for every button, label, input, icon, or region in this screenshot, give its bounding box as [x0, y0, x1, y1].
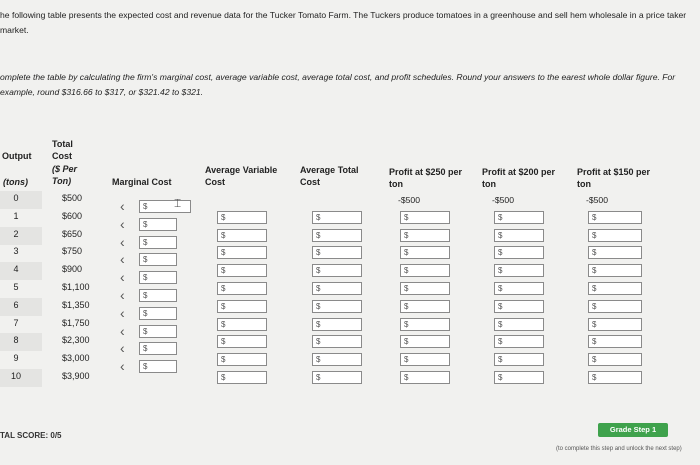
- total-cost-cell: $1,350: [62, 299, 90, 310]
- total-cost-cell: $600: [62, 210, 83, 221]
- total-cost-cell: $900: [62, 264, 83, 275]
- marginal-cost-input[interactable]: $: [139, 253, 177, 266]
- atc-input[interactable]: $: [312, 264, 362, 277]
- profit-150-input[interactable]: $: [588, 353, 642, 366]
- header-profit-200: Profit at $200 per ton: [482, 167, 556, 189]
- avc-input[interactable]: $: [217, 264, 267, 277]
- header-profit-150: Profit at $150 per ton: [577, 167, 651, 189]
- intro-text: he following table presents the expected cost and revenue data for the Tucker Tomato Farm. The Tuckers produce tomatoes in a greenhouse and sell hem wholesale in a price taker market.: [0, 10, 687, 35]
- profit-250-input[interactable]: $: [400, 211, 450, 224]
- profit-200-input[interactable]: $: [494, 264, 544, 277]
- profit-250-input[interactable]: $: [400, 264, 450, 277]
- avc-input[interactable]: $: [217, 229, 267, 242]
- avc-input[interactable]: $: [217, 246, 267, 259]
- profit-150-input[interactable]: $: [588, 229, 642, 242]
- marginal-cost-input[interactable]: $: [139, 307, 177, 320]
- profit-250-input[interactable]: $: [400, 353, 450, 366]
- profit-150-input[interactable]: $: [588, 335, 642, 348]
- marginal-cost-input[interactable]: $: [139, 342, 177, 355]
- avc-input[interactable]: $: [217, 335, 267, 348]
- bracket-icon: ‹: [120, 251, 125, 268]
- profit-250-input[interactable]: $: [400, 229, 450, 242]
- marginal-cost-input[interactable]: $: [139, 218, 177, 231]
- atc-input[interactable]: $: [312, 246, 362, 259]
- atc-input[interactable]: $: [312, 335, 362, 348]
- profit-250-input[interactable]: $: [400, 300, 450, 313]
- profit-value-p200: -$500: [492, 195, 514, 205]
- profit-200-input[interactable]: $: [494, 353, 544, 366]
- profit-200-input[interactable]: $: [494, 246, 544, 259]
- marginal-cost-input[interactable]: $: [139, 360, 177, 373]
- instructions-text: omplete the table by calculating the firm's marginal cost, average variable cost, average total cost, and profit schedules. Round your answers to the earest whole dollar figure. For example, round $316.66 to $317, or $321.42 to $321.: [0, 72, 676, 97]
- total-cost-cell: $3,900: [62, 371, 90, 381]
- avc-input[interactable]: $: [217, 282, 267, 295]
- output-cell: 9: [13, 353, 19, 364]
- marginal-cost-input[interactable]: $: [139, 271, 177, 284]
- grade-step-button[interactable]: Grade Step 1: [598, 423, 668, 437]
- header-avc: Average Variable Cost: [205, 165, 278, 187]
- marginal-cost-input[interactable]: $: [139, 200, 191, 213]
- output-cell: 1: [13, 210, 19, 221]
- avc-input[interactable]: $: [217, 371, 267, 384]
- header-atc: Average Total Cost: [300, 165, 359, 187]
- header-marginal-cost: Marginal Cost: [112, 177, 172, 187]
- profit-150-input[interactable]: $: [588, 371, 642, 384]
- atc-input[interactable]: $: [312, 282, 362, 295]
- profit-value-p150: -$500: [586, 195, 608, 205]
- total-cost-cell: $2,300: [62, 335, 90, 346]
- profit-200-input[interactable]: $: [494, 300, 544, 313]
- bracket-icon: ‹: [120, 358, 125, 375]
- atc-input[interactable]: $: [312, 211, 362, 224]
- header-output: Output: [2, 151, 32, 161]
- profit-200-input[interactable]: $: [494, 211, 544, 224]
- avc-input[interactable]: $: [217, 318, 267, 331]
- bracket-icon: ‹: [120, 287, 125, 303]
- profit-150-input[interactable]: $: [588, 246, 642, 259]
- output-cell: 0: [13, 193, 19, 203]
- output-cell: 3: [13, 246, 19, 257]
- atc-input[interactable]: $: [312, 229, 362, 242]
- header-output-unit: (tons): [3, 177, 28, 187]
- profit-250-input[interactable]: $: [400, 318, 450, 331]
- profit-150-input[interactable]: $: [588, 318, 642, 331]
- profit-250-input[interactable]: $: [400, 371, 450, 384]
- profit-150-input[interactable]: $: [588, 264, 642, 277]
- profit-200-input[interactable]: $: [494, 335, 544, 348]
- output-cell: 8: [13, 335, 19, 346]
- bracket-icon: ‹: [120, 269, 125, 286]
- total-cost-cell: $650: [62, 228, 83, 239]
- grade-note: (to complete this step and unlock the next step): [556, 446, 682, 452]
- atc-input[interactable]: $: [312, 371, 362, 384]
- output-cell: 2: [13, 228, 19, 239]
- total-cost-cell: $1,100: [62, 282, 90, 292]
- avc-input[interactable]: $: [217, 300, 267, 313]
- profit-250-input[interactable]: $: [400, 335, 450, 348]
- output-cell: 10: [10, 371, 21, 381]
- atc-input[interactable]: $: [312, 300, 362, 313]
- atc-input[interactable]: $: [312, 318, 362, 331]
- marginal-cost-input[interactable]: $: [139, 289, 177, 302]
- profit-200-input[interactable]: $: [494, 371, 544, 384]
- profit-200-input[interactable]: $: [494, 282, 544, 295]
- marginal-cost-input[interactable]: $: [139, 236, 177, 249]
- output-cell: 7: [13, 317, 19, 328]
- bracket-icon: ‹: [120, 304, 125, 321]
- avc-input[interactable]: $: [217, 353, 267, 366]
- profit-150-input[interactable]: $: [588, 282, 642, 295]
- profit-250-input[interactable]: $: [400, 246, 450, 259]
- profit-250-input[interactable]: $: [400, 282, 450, 295]
- header-profit-250: Profit at $250 per ton: [389, 167, 463, 189]
- bracket-icon: ‹: [120, 322, 125, 339]
- total-cost-cell: $3,000: [62, 353, 90, 364]
- total-cost-cell: $500: [62, 193, 83, 203]
- output-cell: 5: [13, 282, 19, 292]
- output-cell: 6: [13, 299, 19, 310]
- atc-input[interactable]: $: [312, 353, 362, 366]
- marginal-cost-input[interactable]: $: [139, 325, 177, 338]
- total-cost-cell: $1,750: [62, 317, 90, 328]
- bracket-icon: ‹: [120, 340, 125, 357]
- header-total-cost-unit: ($ Per Ton): [52, 164, 78, 186]
- bracket-icon: ‹: [120, 215, 125, 232]
- profit-150-input[interactable]: $: [588, 300, 642, 313]
- bracket-icon: ‹: [120, 198, 125, 214]
- header-total-cost: Total Cost: [52, 139, 73, 161]
- bracket-icon: ‹: [120, 233, 125, 250]
- avc-input[interactable]: $: [217, 211, 267, 224]
- profit-value-p250: -$500: [398, 195, 420, 205]
- total-cost-cell: $750: [62, 246, 83, 257]
- profit-150-input[interactable]: $: [588, 211, 642, 224]
- text-cursor-icon: ⌶: [174, 196, 182, 210]
- profit-200-input[interactable]: $: [494, 229, 544, 242]
- profit-200-input[interactable]: $: [494, 318, 544, 331]
- total-score: TAL SCORE: 0/5: [0, 431, 62, 440]
- output-cell: 4: [13, 264, 19, 275]
